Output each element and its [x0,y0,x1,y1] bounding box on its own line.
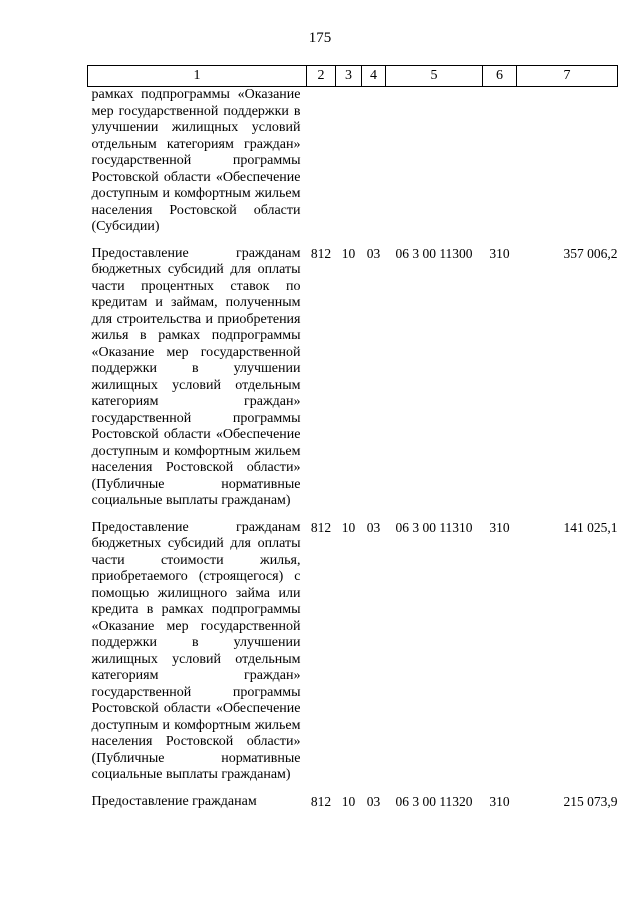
row-col2: 812 [310,793,332,809]
row-col5: 06 3 00 11320 [395,793,473,809]
header-col-7: 7 [517,66,618,87]
budget-table [87,65,618,810]
header-col-4: 4 [362,66,386,87]
table-row [88,794,618,811]
header-row [88,66,618,87]
header-col-5: 5 [386,66,483,87]
row-col3: 10 [341,793,356,809]
row-description: Предоставление гражданам бюджетных субсидий для оплаты части процентных ставок по кредитам и займам, полученным для строительства и приобретения жилья в рамках подпрограммы «Оказание мер государственной поддержки в улучшении жилищных условий отдельным категориям граждан» государственной программы Ростовской области «Обеспечение доступным и комфортным жильем населения Ростовской области» (Публичные нормативные социальные выплаты гражданам) [91,245,301,508]
row-col4: 03 [366,245,381,261]
row-col5: 06 3 00 11300 [395,245,473,261]
row-col5 [386,87,483,246]
row-col4: 03 [366,519,381,535]
header-col-3: 3 [336,66,362,87]
header-col-1: 1 [88,66,307,87]
row-col6: 310 [489,245,510,261]
table-body [88,87,618,811]
row-col2: 812 [310,245,332,261]
row-amount [517,87,618,246]
row-col6: 310 [489,519,510,535]
row-description: Предоставление гражданам [91,793,257,809]
row-col3: 10 [341,245,356,261]
table-row [88,520,618,794]
table-header [88,66,618,87]
row-description: рамках подпрограммы «Оказание мер государственной поддержки в улучшении жилищных условий отдельным категориям граждан» государственной программы Ростовской области «Обеспечение доступным и комфортным жильем населения Ростовской области (Субсидии) [91,87,301,234]
table-row [88,87,618,246]
row-col3: 10 [341,519,356,535]
row-col3 [336,87,362,246]
row-amount: 357 006,2 [563,245,618,261]
header-col-6: 6 [483,66,517,87]
row-col2: 812 [310,519,332,535]
row-amount: 141 025,1 [563,519,618,535]
table-row [88,246,618,520]
row-col6: 310 [489,793,510,809]
row-col2 [307,87,336,246]
row-col4: 03 [366,793,381,809]
row-description: Предоставление гражданам бюджетных субсидий для оплаты части стоимости жилья, приобретаемого (строящегося) с помощью жилищного займа или кредита в рамках подпрограммы «Оказание мер государственной поддержки в улучшении жилищных условий отдельным категориям граждан» государственной программы Ростовской области «Обеспечение доступным и комфортным жильем населения Ростовской области» (Публичные нормативные социальные выплаты гражданам) [91,519,301,782]
row-amount: 215 073,9 [563,793,618,809]
row-col6 [483,87,517,246]
row-col4 [362,87,386,246]
page-number: 175 [308,30,332,46]
header-col-2: 2 [307,66,336,87]
row-col5: 06 3 00 11310 [395,519,473,535]
